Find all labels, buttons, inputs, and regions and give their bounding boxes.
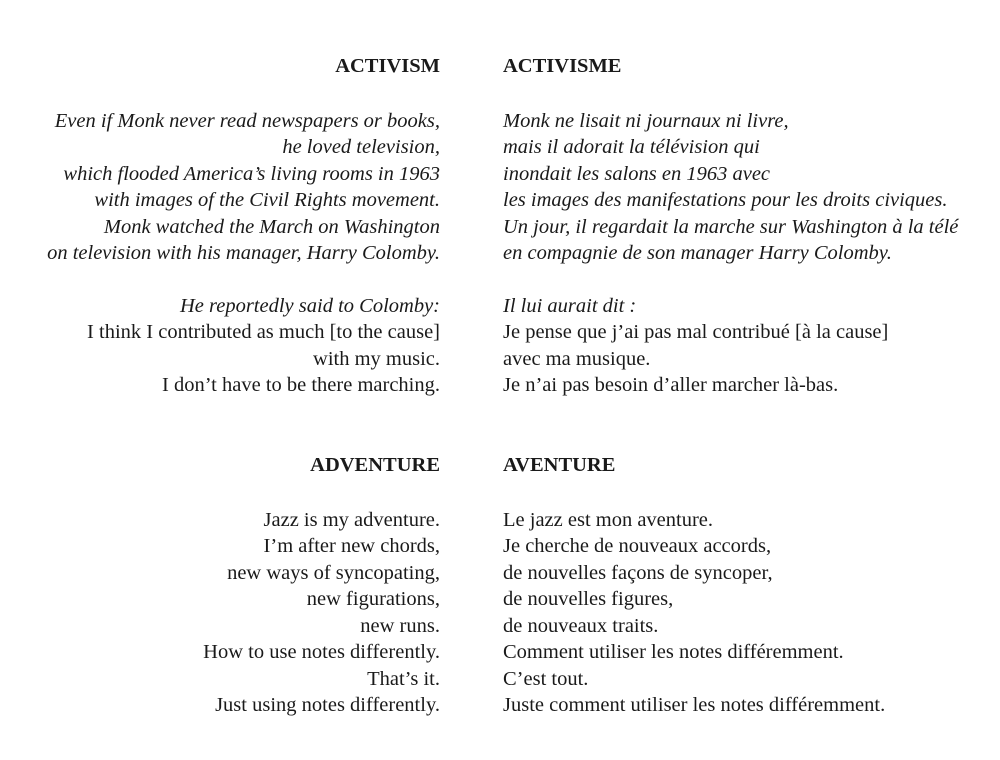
adventure-lines-en — [203, 507, 440, 719]
activism-heading-fr: ACTIVISME — [503, 55, 622, 77]
text-line: new figurations, — [306, 588, 440, 610]
text-line: That’s it. — [367, 667, 440, 690]
adventure-heading-en: ADVENTURE — [310, 454, 440, 476]
quote-line: Je pense que j’ai pas mal contribué [à la cause] — [503, 321, 889, 343]
text-line: Just using notes differently. — [215, 694, 440, 716]
text-line: which flooded America’s living rooms in 1963 — [63, 162, 440, 185]
text-line: C’est tout. — [503, 667, 589, 690]
text-line: I’m after new chords, — [263, 535, 440, 557]
text-line: de nouveaux traits. — [503, 614, 659, 637]
text-line: he loved television, — [282, 136, 440, 158]
quote-line: avec ma musique. — [503, 347, 651, 370]
activism-paragraph-en — [47, 108, 440, 267]
quote-line: I think I contributed as much [to the cause] — [87, 321, 440, 343]
text-line: Jazz is my adventure. — [263, 508, 440, 531]
adventure-french-column — [503, 452, 885, 745]
text-line: Monk watched the March on Washington — [103, 215, 440, 238]
text-line: new runs. — [360, 614, 440, 637]
text-line: Monk ne lisait ni journaux ni livre, — [503, 109, 789, 132]
text-line: de nouvelles figures, — [503, 588, 674, 610]
text-line: en compagnie de son manager Harry Colomby. — [503, 242, 892, 264]
quote-line: Je n’ai pas besoin d’aller marcher là-bas. — [503, 374, 839, 396]
activism-paragraph-fr — [503, 108, 958, 267]
quote-intro: He reportedly said to Colomby: — [179, 294, 440, 317]
text-line: Comment utiliser les notes différemment. — [503, 641, 844, 663]
quote-line: with my music. — [313, 347, 440, 370]
activism-quote-fr — [503, 293, 958, 399]
quote-line: I don’t have to be there marching. — [162, 374, 440, 396]
text-line: Le jazz est mon aventure. — [503, 508, 714, 531]
text-line: inondait les salons en 1963 avec — [503, 162, 771, 185]
text-line: mais il adorait la télévision qui — [503, 136, 760, 158]
activism-heading-en: ACTIVISM — [335, 55, 440, 77]
activism-french-column — [503, 53, 958, 425]
adventure-lines-fr — [503, 507, 885, 719]
text-line: Juste comment utiliser les notes différemment. — [503, 694, 886, 716]
text-line: Je cherche de nouveaux accords, — [503, 535, 772, 557]
activism-english-column — [47, 53, 440, 425]
text-line: Un jour, il regardait la marche sur Washington à la télé — [503, 215, 959, 238]
text-line: on television with his manager, Harry Colomby. — [47, 242, 440, 264]
adventure-heading-fr: AVENTURE — [503, 454, 616, 476]
text-line: de nouvelles façons de syncoper, — [503, 561, 773, 584]
text-line: How to use notes differently. — [203, 641, 440, 663]
text-line: with images of the Civil Rights movement. — [94, 189, 440, 211]
quote-intro: Il lui aurait dit : — [503, 294, 637, 317]
text-line: new ways of syncopating, — [227, 561, 440, 584]
text-line: les images des manifestations pour les droits civiques. — [503, 189, 948, 211]
text-line: Even if Monk never read newspapers or books, — [54, 109, 440, 132]
activism-quote-en — [47, 293, 440, 399]
adventure-english-column — [203, 452, 440, 745]
